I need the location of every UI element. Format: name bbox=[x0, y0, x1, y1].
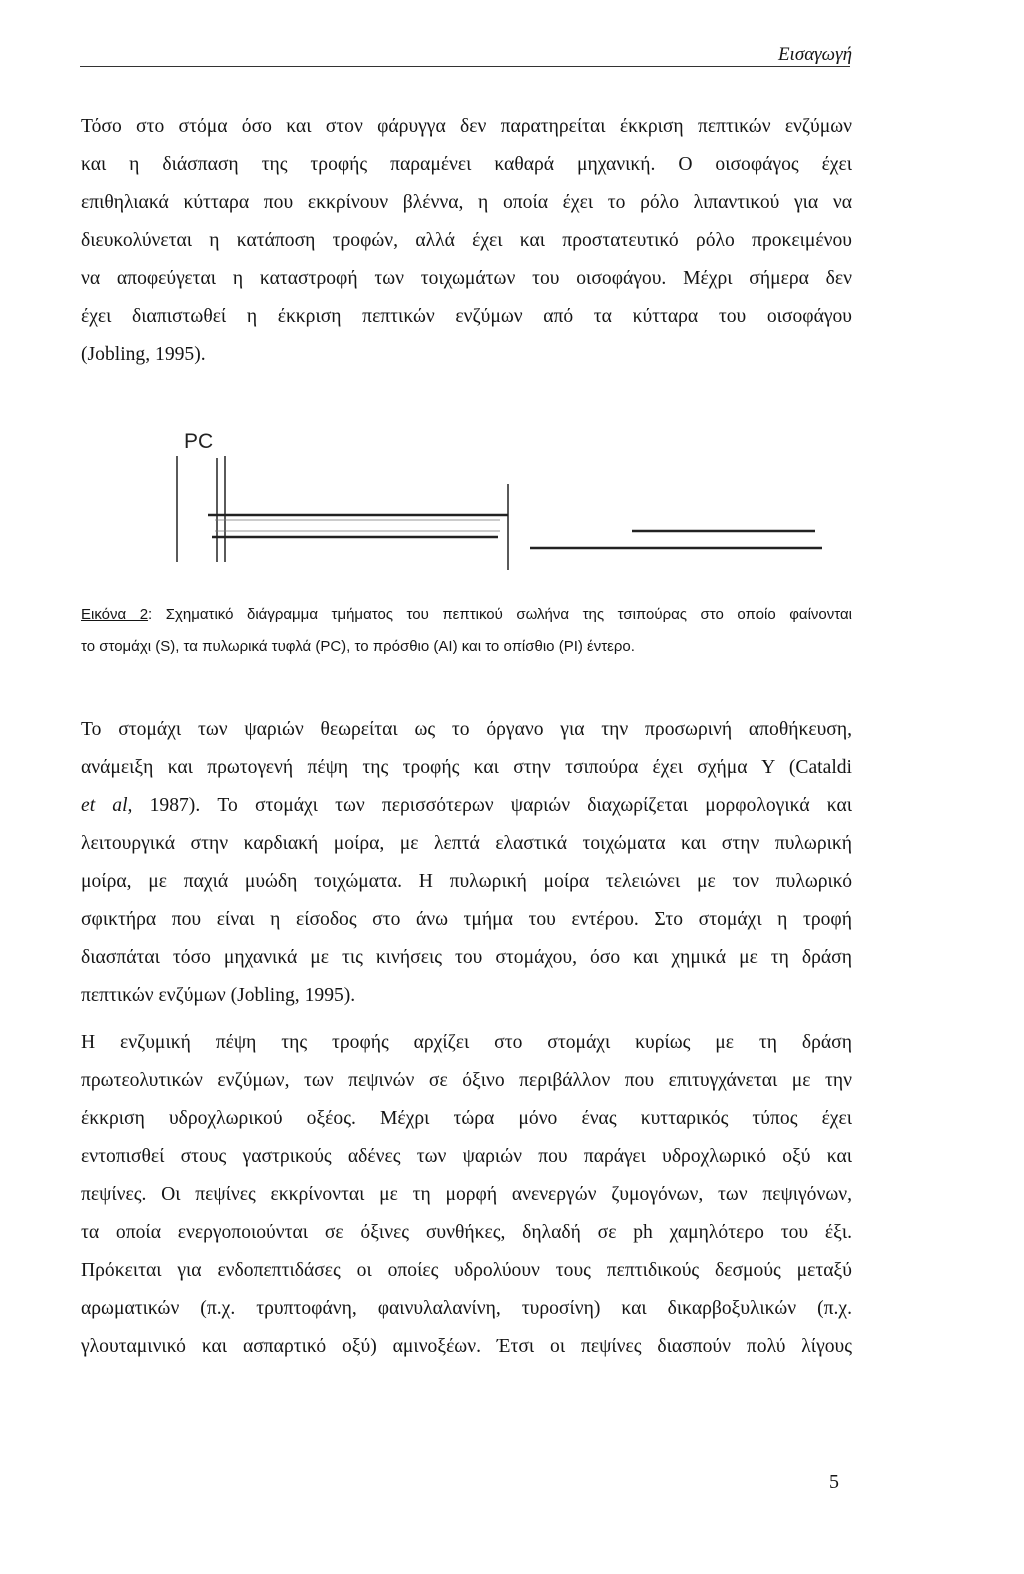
text-line: ανάμειξη και πρωτογενή πέψη της τροφής και στην τσιπούρα έχει σχήμα Υ (Cataldi bbox=[81, 757, 852, 778]
figure-label: Εικόνα 2 bbox=[81, 606, 149, 623]
text-line: πρωτεολυτικών ενζύμων, των πεψινών σε όξινο περιβάλλον που επιτυγχάνεται με την bbox=[81, 1070, 852, 1091]
text-line: Τόσο στο στόμα όσο και στον φάρυγγα δεν παρατηρείται έκκριση πεπτικών ενζύμων bbox=[81, 116, 852, 137]
caption-text: : Σχηματικό διάγραμμα τμήματος του πεπτικού σωλήνα της τσιπούρας στο οποίο φαίνονται bbox=[148, 606, 852, 623]
text-line: (Jobling, 1995). bbox=[81, 344, 206, 365]
paragraph-enzymatic-digestion bbox=[81, 1024, 852, 1366]
text-line: πεψίνες. Οι πεψίνες εκκρίνονται με τη μορφή ανενεργών ζυμογόνων, των πεψιγόνων, bbox=[81, 1184, 852, 1205]
text-line bbox=[81, 787, 852, 825]
text-run: 1987). Το στομάχι των περισσότερων ψαριών διαχωρίζεται μορφολογικά και bbox=[132, 795, 852, 816]
text-line: εντοπισθεί στους γαστρικούς αδένες των ψαριών που παράγει υδροχλωρικό οξύ και bbox=[81, 1146, 852, 1167]
header-rule bbox=[80, 66, 850, 67]
paragraph-esophagus bbox=[81, 108, 852, 374]
text-line: γλουταμινικό και ασπαρτικό οξύ) αμινοξέων. Έτσι οι πεψίνες διασπούν πολύ λίγους bbox=[81, 1336, 852, 1357]
caption-line bbox=[81, 599, 852, 631]
text-line: Πρόκειται για ενδοπεπτιδάσες οι οποίες υδρολύουν τους πεπτιδικούς δεσμούς μεταξύ bbox=[81, 1260, 852, 1281]
text-line: διασπάται τόσο μηχανικά με τις κινήσεις του στομάχου, όσο και χημικά με τη δράση bbox=[81, 947, 852, 968]
text-line: να αποφεύγεται η καταστροφή των τοιχωμάτων του οισοφάγου. Μέχρι σήμερα δεν bbox=[81, 268, 852, 289]
text-line: αρωματικών (π.χ. τρυπτοφάνη, φαινυλαλανίνη, τυροσίνη) και δικαρβοξυλικών (π.χ. bbox=[81, 1298, 852, 1319]
digestive-tract-diagram bbox=[160, 420, 840, 580]
text-line: επιθηλιακά κύτταρα που εκκρίνουν βλέννα, η οποία έχει το ρόλο λιπαντικού για να bbox=[81, 192, 852, 213]
page-number: 5 bbox=[829, 1471, 839, 1493]
caption-line: το στομάχι (S), τα πυλωρικά τυφλά (PC), το πρόσθιο (AI) και το οπίσθιο (PI) έντερο. bbox=[81, 638, 635, 655]
figure-label-pc: PC bbox=[184, 430, 214, 453]
text-line: πεπτικών ενζύμων (Jobling, 1995). bbox=[81, 985, 356, 1006]
text-line: έχει διαπιστωθεί η έκκριση πεπτικών ενζύμων από τα κύτταρα του οισοφάγου bbox=[81, 306, 852, 327]
text-line: και η διάσπαση της τροφής παραμένει καθαρά μηχανική. Ο οισοφάγος έχει bbox=[81, 154, 852, 175]
citation-italic: et al, bbox=[81, 795, 133, 816]
text-line: μοίρα, με παχιά μυώδη τοιχώματα. Η πυλωρική μοίρα τελειώνει με τον πυλωρικό bbox=[81, 871, 852, 892]
text-line: λειτουργικά στην καρδιακή μοίρα, με λεπτά ελαστικά τοιχώματα και στην πυλωρική bbox=[81, 833, 852, 854]
text-line: σφικτήρα που είναι η είσοδος στο άνω τμήμα του εντέρου. Στο στομάχι η τροφή bbox=[81, 909, 852, 930]
text-line: Το στομάχι των ψαριών θεωρείται ως το όργανο για την προσωρινή αποθήκευση, bbox=[81, 719, 852, 740]
running-head: Εισαγωγή bbox=[777, 44, 852, 65]
text-line: Η ενζυμική πέψη της τροφής αρχίζει στο στομάχι κυρίως με τη δράση bbox=[81, 1032, 852, 1053]
text-line: έκκριση υδροχλωρικού οξέος. Μέχρι τώρα μόνο ένας κυτταρικός τύπος έχει bbox=[81, 1108, 852, 1129]
text-line: διευκολύνεται η κατάποση τροφών, αλλά έχει και προστατευτικό ρόλο προκειμένου bbox=[81, 230, 852, 251]
text-line: τα οποία ενεργοποιούνται σε όξινες συνθήκες, δηλαδή σε ph χαμηλότερο του έξι. bbox=[81, 1222, 852, 1243]
figure-caption bbox=[81, 599, 852, 663]
paragraph-stomach bbox=[81, 711, 852, 1015]
